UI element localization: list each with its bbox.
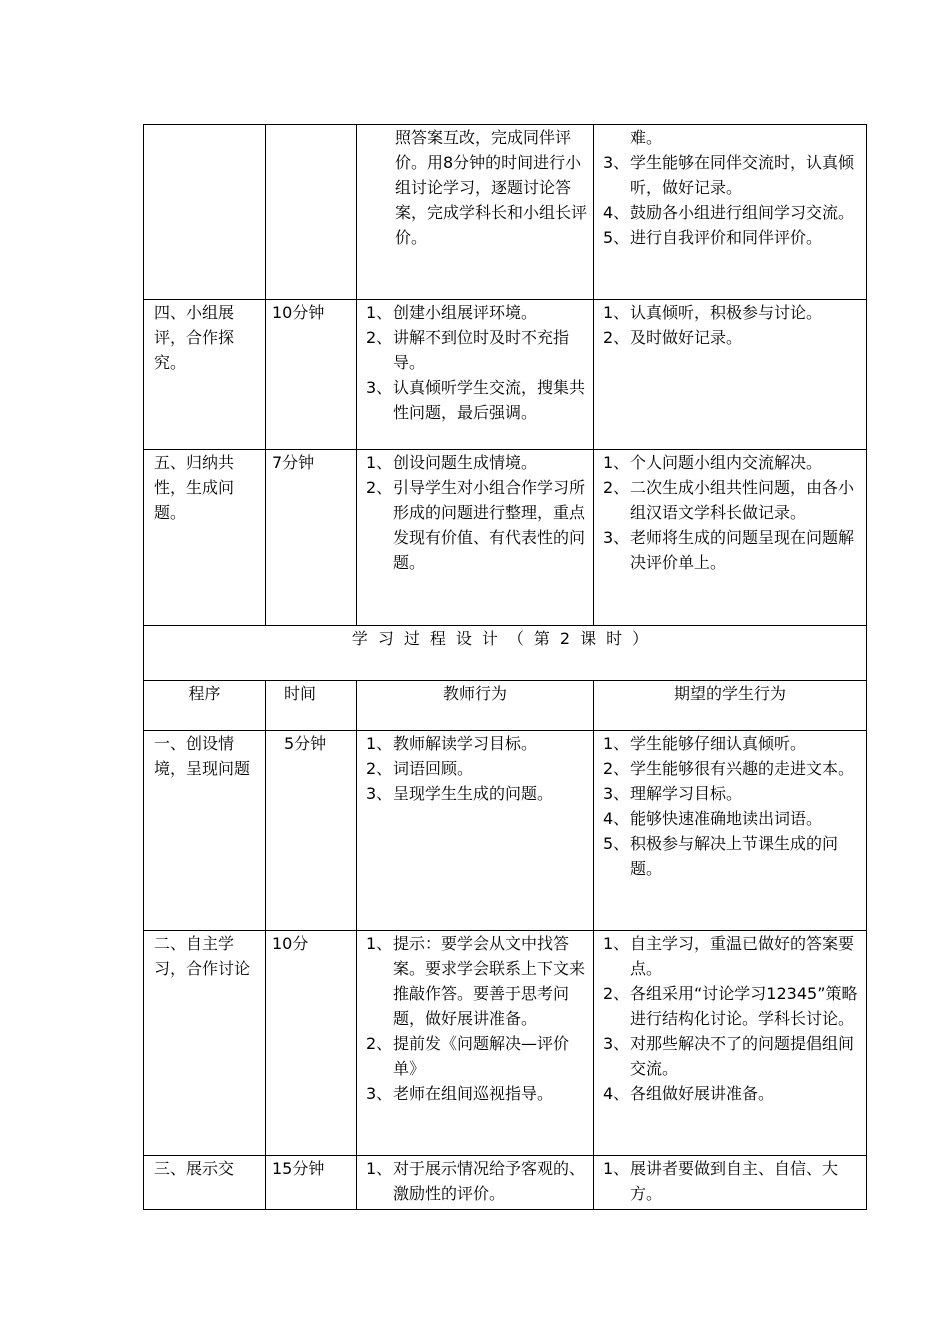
teacher-list	[363, 1156, 587, 1206]
list-item: 5、 积极参与解决上节课生成的问题。	[603, 834, 839, 878]
list-item: 1、 个人问题小组内交流解决。	[603, 453, 823, 472]
table-row	[144, 931, 867, 1156]
list-item: 3、 老师将生成的问题呈现在问题解决评价单上。	[603, 528, 855, 572]
teacher-list	[363, 931, 587, 1106]
stage-cell: 三、展示交	[144, 1156, 266, 1210]
list-item: 2、 词语回顾。	[366, 759, 474, 778]
teacher-list	[363, 731, 587, 806]
list-item: 3、 理解学习目标。	[603, 784, 743, 803]
time-cell: 7分钟	[266, 450, 357, 626]
section-title: 学习过程设计（第2课时）	[144, 626, 867, 681]
teacher-cell	[357, 731, 594, 931]
student-cell	[594, 931, 867, 1156]
time-cell: 10分钟	[266, 300, 357, 450]
list-item: 1、 创设问题生成情境。	[366, 453, 538, 472]
student-list	[600, 300, 860, 350]
list-item: 4、 能够快速准确地读出词语。	[603, 809, 823, 828]
list-item: 2、 学生能够很有兴趣的走进文本。	[603, 759, 855, 778]
student-cell	[594, 125, 867, 300]
list-item: 1、 创建小组展评环境。	[366, 303, 538, 322]
teacher-cell	[357, 125, 594, 300]
teacher-list	[363, 450, 587, 575]
header-cell: 教师行为	[357, 681, 594, 731]
stage-cell: 二、自主学习，合作讨论	[144, 931, 266, 1156]
table-row	[144, 450, 867, 626]
stage-cell: 五、归纳共性，生成问题。	[144, 450, 266, 626]
list-item: 1、 认真倾听，积极参与讨论。	[603, 303, 823, 322]
stage-cell	[144, 125, 266, 300]
teacher-cell	[357, 300, 594, 450]
list-item: 4、 鼓励各小组进行组间学习交流。	[603, 203, 855, 222]
list-item: 4、 各组做好展讲准备。	[603, 1084, 775, 1103]
stage-cell: 四、小组展评，合作探究。	[144, 300, 266, 450]
list-item: 5、 进行自我评价和同伴评价。	[603, 228, 823, 247]
student-list	[600, 450, 860, 575]
student-list	[600, 125, 860, 250]
student-list	[600, 1156, 860, 1206]
teacher-cell	[357, 450, 594, 626]
student-cell	[594, 300, 867, 450]
list-item: 3、 对那些解决不了的问题提倡组间交流。	[603, 1034, 855, 1078]
list-item: 难。	[630, 128, 663, 147]
student-cell	[594, 450, 867, 626]
list-item: 2、 各组采用“讨论学习12345”策略进行结构化讨论。学科长讨论。	[603, 984, 858, 1028]
list-item: 3、 认真倾听学生交流，搜集共性问题，最后强调。	[366, 378, 586, 422]
list-item: 2、 提前发《问题解决—评价单》	[366, 1034, 570, 1078]
table-row	[144, 731, 867, 931]
header-cell: 时间	[266, 681, 357, 731]
header-cell: 期望的学生行为	[594, 681, 867, 731]
student-list	[600, 931, 860, 1106]
student-list	[600, 731, 860, 881]
student-cell	[594, 1156, 867, 1210]
list-item: 1、 提示：要学会从文中找答案。要求学会联系上下文来推敲作答。要善于思考问题，做好展讲准备。	[366, 934, 586, 1028]
teacher-cell	[357, 1156, 594, 1210]
header-cell: 程序	[144, 681, 266, 731]
list-item: 3、 学生能够在同伴交流时，认真倾听，做好记录。	[603, 153, 855, 197]
student-cell	[594, 731, 867, 931]
table-header-row	[144, 681, 867, 731]
list-item: 2、 引导学生对小组合作学习所形成的问题进行整理，重点发现有价值、有代表性的问题。	[366, 478, 586, 572]
table-row	[144, 300, 867, 450]
list-item: 3、 呈现学生生成的问题。	[366, 784, 554, 803]
table-row	[144, 125, 867, 300]
list-item: 2、 讲解不到位时及时不充指导。	[366, 328, 570, 372]
list-item: 1、 自主学习，重温已做好的答案要点。	[603, 934, 855, 978]
time-cell: 5分钟	[266, 731, 357, 931]
teacher-cell	[357, 931, 594, 1156]
time-cell	[266, 125, 357, 300]
list-item: 1、 学生能够仔细认真倾听。	[603, 734, 807, 753]
stage-cell: 一、创设情境，呈现问题	[144, 731, 266, 931]
list-item: 3、 老师在组间巡视指导。	[366, 1084, 554, 1103]
section-title-row	[144, 626, 867, 681]
list-item: 1、 展讲者要做到自主、自信、大方。	[603, 1159, 839, 1203]
list-item: 1、 对于展示情况给予客观的、激励性的评价。	[366, 1159, 586, 1203]
list-item: 2、 二次生成小组共性问题，由各小组汉语文学科长做记录。	[603, 478, 855, 522]
time-cell: 10分	[266, 931, 357, 1156]
list-item: 1、 教师解读学习目标。	[366, 734, 538, 753]
lesson-plan-table	[143, 124, 867, 1210]
time-cell: 15分钟	[266, 1156, 357, 1210]
list-item: 2、 及时做好记录。	[603, 328, 743, 347]
teacher-text: 照答案互改，完成同伴评价。用8分钟的时间进行小组讨论学习，逐题讨论答案，完成学科长和小组长评价。	[395, 128, 588, 247]
teacher-list	[363, 300, 587, 425]
table-row	[144, 1156, 867, 1210]
